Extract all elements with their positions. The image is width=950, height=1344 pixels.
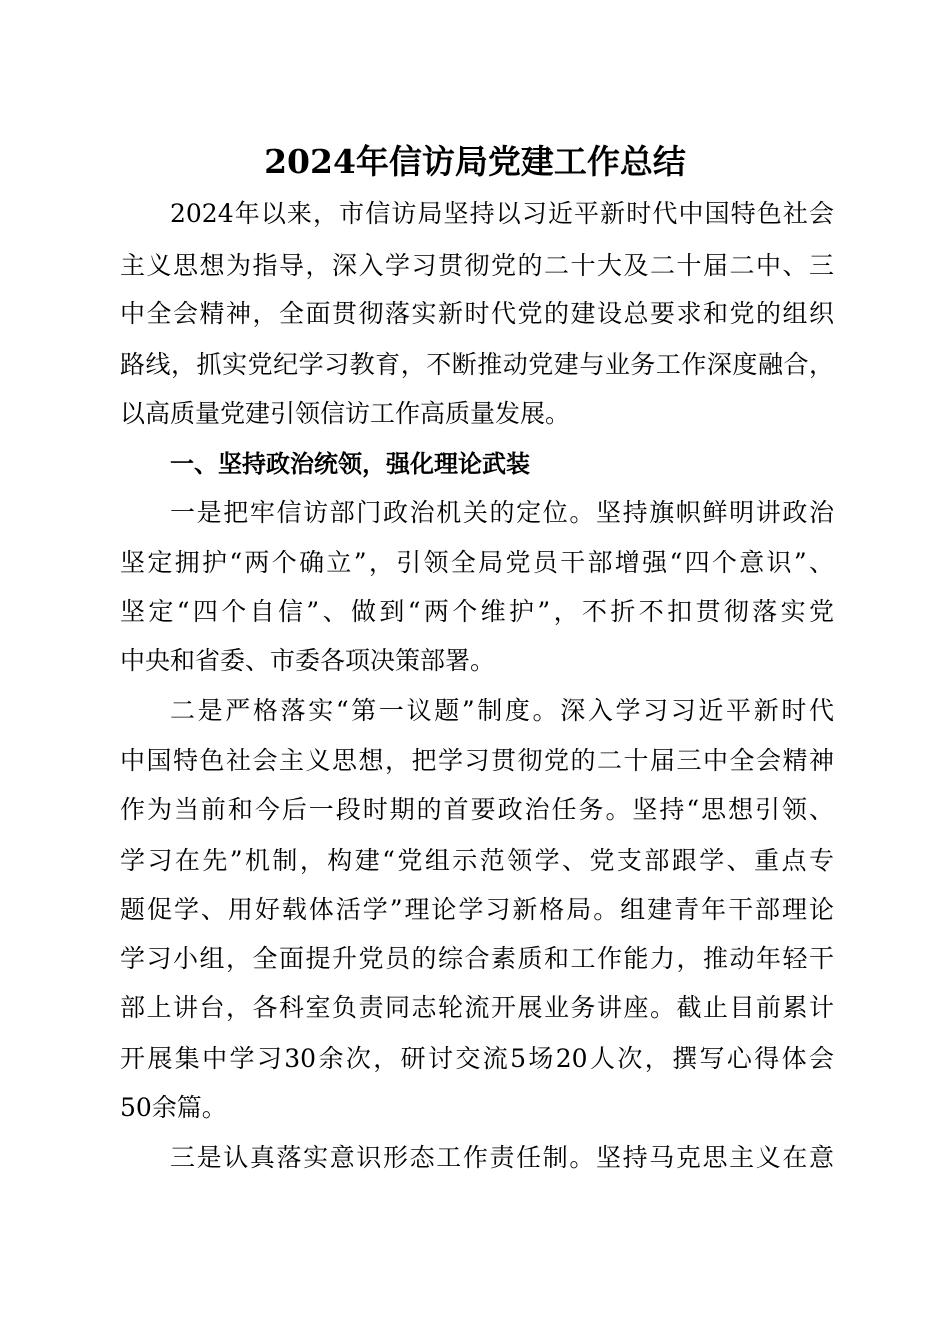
paragraph-2-line-1: 一是把牢信访部门政治机关的定位。坚持旗帜鲜明讲政治 — [170, 498, 834, 527]
paragraph-3-line-2: 中国特色社会主义思想，把学习贯彻党的二十届三中全会精神 — [120, 746, 834, 775]
paragraph-3-line-3: 作为当前和今后一段时期的首要政治任务。坚持“思想引领、 — [120, 795, 834, 824]
paragraph-3-line-1: 二是严格落实“第一议题”制度。深入学习习近平新时代 — [170, 696, 834, 725]
paragraph-1-line-4: 路线，抓实党纪学习教育，不断推动党建与业务工作深度融合， — [120, 350, 834, 379]
paragraph-3-line-6: 学习小组，全面提升党员的综合素质和工作能力，推动年轻干 — [120, 944, 834, 973]
paragraph-1-line-2: 主义思想为指导，深入学习贯彻党的二十大及二十届二中、三 — [120, 251, 834, 280]
paragraph-1-line-3: 中全会精神，全面贯彻落实新时代党的建设总要求和党的组织 — [120, 299, 834, 328]
paragraph-3-line-5: 题促学、用好载体活学”理论学习新格局。组建青年干部理论 — [120, 895, 834, 924]
paragraph-2-line-2: 坚定拥护“两个确立”，引领全局党员干部增强“四个意识”、 — [120, 548, 834, 577]
paragraph-3-line-7: 部上讲台，各科室负责同志轮流开展业务讲座。截止目前累计 — [120, 993, 834, 1022]
paragraph-3-line-8: 开展集中学习30余次，研讨交流5场20人次，撰写心得体会 — [120, 1044, 834, 1073]
paragraph-1-line-1: 2024年以来，市信访局坚持以习近平新时代中国特色社会 — [170, 199, 834, 228]
document-title: 2024年信访局党建工作总结 — [264, 142, 686, 181]
paragraph-2-line-3: 坚定“四个自信”、做到“两个维护”，不折不扣贯彻落实党 — [120, 597, 834, 626]
paragraph-3-line-9: 50余篇。 — [120, 1093, 227, 1122]
paragraph-3-line-4: 学习在先”机制，构建“党组示范领学、党支部跟学、重点专 — [120, 846, 834, 875]
section-heading-1: 一、坚持政治统领，强化理论武装 — [170, 450, 530, 478]
paragraph-4-line-1: 三是认真落实意识形态工作责任制。坚持马克思主义在意 — [170, 1143, 834, 1172]
paragraph-1-line-5: 以高质量党建引领信访工作高质量发展。 — [120, 399, 571, 428]
paragraph-2-line-4: 中央和省委、市委各项决策部署。 — [120, 646, 496, 675]
